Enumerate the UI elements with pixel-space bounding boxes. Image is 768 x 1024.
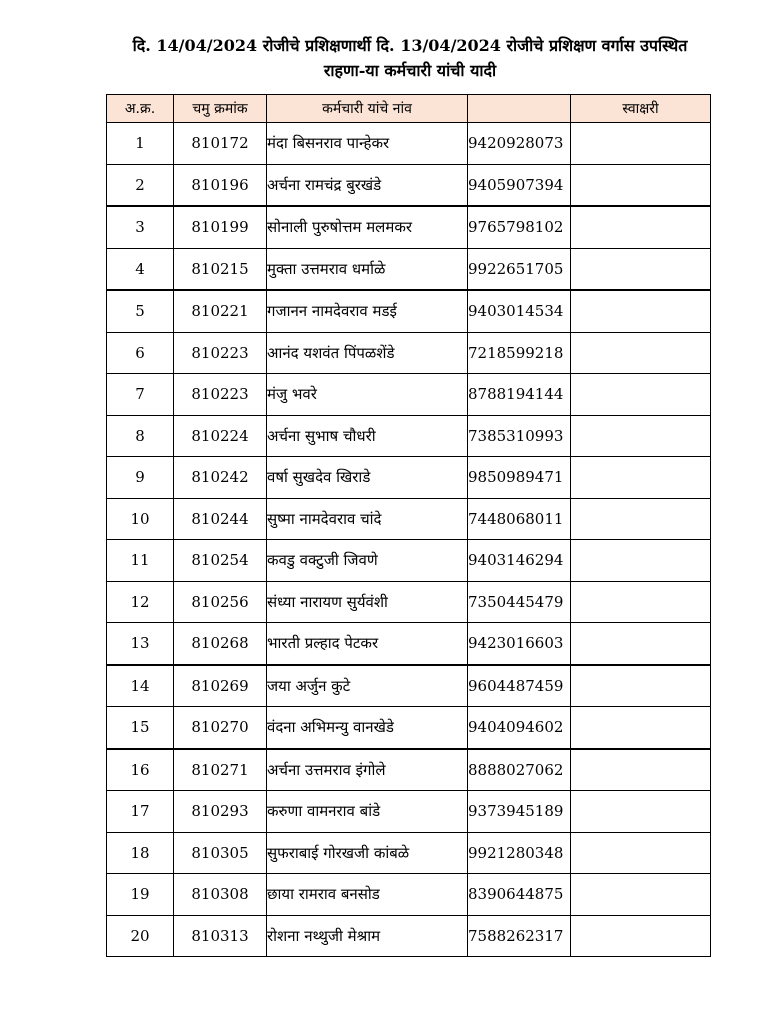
row-signature-cell (571, 457, 711, 499)
table-row (107, 332, 711, 374)
row-serial: 7 (107, 374, 174, 416)
table-row (107, 415, 711, 457)
table-row (107, 498, 711, 540)
row-employee-name: वर्षा सुखदेव खिराडे (267, 457, 468, 499)
row-serial: 19 (107, 874, 174, 916)
attendance-table (106, 94, 711, 957)
row-unit-number: 810313 (174, 915, 267, 957)
row-signature-cell (571, 623, 711, 665)
row-unit-number: 810221 (174, 290, 267, 332)
row-unit-number: 810199 (174, 206, 267, 248)
row-signature-cell (571, 832, 711, 874)
row-unit-number: 810256 (174, 581, 267, 623)
table-row (107, 248, 711, 290)
table-row (107, 290, 711, 332)
row-serial: 13 (107, 623, 174, 665)
row-unit-number: 810271 (174, 749, 267, 791)
row-employee-name: संध्या नारायण सुर्यवंशी (267, 581, 468, 623)
table-row (107, 123, 711, 165)
row-employee-name: अर्चना सुभाष चौधरी (267, 415, 468, 457)
row-phone: 7385310993 (468, 415, 571, 457)
row-serial: 18 (107, 832, 174, 874)
row-unit-number: 810269 (174, 665, 267, 707)
row-serial: 12 (107, 581, 174, 623)
row-unit-number: 810172 (174, 123, 267, 165)
row-serial: 14 (107, 665, 174, 707)
row-signature-cell (571, 415, 711, 457)
row-employee-name: छाया रामराव बनसोड (267, 874, 468, 916)
row-employee-name: मंदा बिसनराव पान्हेकर (267, 123, 468, 165)
row-serial: 15 (107, 707, 174, 749)
row-signature-cell (571, 332, 711, 374)
row-signature-cell (571, 749, 711, 791)
row-unit-number: 810270 (174, 707, 267, 749)
row-unit-number: 810223 (174, 374, 267, 416)
table-row (107, 791, 711, 833)
table-row (107, 164, 711, 206)
table-row (107, 749, 711, 791)
row-employee-name: भारती प्रल्हाद पेटकर (267, 623, 468, 665)
header-phone (468, 95, 571, 123)
row-phone: 9921280348 (468, 832, 571, 874)
row-phone: 9423016603 (468, 623, 571, 665)
row-signature-cell (571, 123, 711, 165)
row-phone: 7350445479 (468, 581, 571, 623)
table-row (107, 623, 711, 665)
row-signature-cell (571, 791, 711, 833)
row-serial: 5 (107, 290, 174, 332)
row-signature-cell (571, 374, 711, 416)
table-body (107, 123, 711, 957)
header-unit-number: चमु क्रमांक (174, 95, 267, 123)
row-signature-cell (571, 665, 711, 707)
document-title (100, 33, 720, 83)
table-row (107, 665, 711, 707)
header-signature: स्वाक्षरी (571, 95, 711, 123)
row-serial: 10 (107, 498, 174, 540)
row-unit-number: 810244 (174, 498, 267, 540)
row-employee-name: कवडु वक्टुजी जिवणे (267, 540, 468, 582)
row-unit-number: 810308 (174, 874, 267, 916)
row-signature-cell (571, 874, 711, 916)
row-phone: 9404094602 (468, 707, 571, 749)
table-row (107, 707, 711, 749)
row-employee-name: सोनाली पुरुषोत्तम मलमकर (267, 206, 468, 248)
title-line-1: दि. 14/04/2024 रोजीचे प्रशिक्षणार्थी दि. 13/04/2024 रोजीचे प्रशिक्षण वर्गास उपस्थित (132, 36, 688, 55)
row-employee-name: सुष्मा नामदेवराव चांदे (267, 498, 468, 540)
row-unit-number: 810196 (174, 164, 267, 206)
row-phone: 8788194144 (468, 374, 571, 416)
row-unit-number: 810305 (174, 832, 267, 874)
row-signature-cell (571, 290, 711, 332)
row-phone: 8888027062 (468, 749, 571, 791)
header-employee-name: कर्मचारी यांचे नांव (267, 95, 468, 123)
table-row (107, 206, 711, 248)
row-serial: 9 (107, 457, 174, 499)
row-signature-cell (571, 248, 711, 290)
row-signature-cell (571, 498, 711, 540)
row-signature-cell (571, 707, 711, 749)
row-employee-name: अर्चना उत्तमराव इंगोले (267, 749, 468, 791)
table-row (107, 832, 711, 874)
row-phone: 9403146294 (468, 540, 571, 582)
row-employee-name: मंजु भवरे (267, 374, 468, 416)
row-employee-name: सुफराबाई गोरखजी कांबळे (267, 832, 468, 874)
row-employee-name: जया अर्जुन कुटे (267, 665, 468, 707)
row-phone: 8390644875 (468, 874, 571, 916)
row-signature-cell (571, 581, 711, 623)
row-signature-cell (571, 164, 711, 206)
row-phone: 7218599218 (468, 332, 571, 374)
table-row (107, 540, 711, 582)
row-phone: 9405907394 (468, 164, 571, 206)
row-unit-number: 810215 (174, 248, 267, 290)
row-serial: 2 (107, 164, 174, 206)
row-phone: 9403014534 (468, 290, 571, 332)
row-serial: 6 (107, 332, 174, 374)
row-unit-number: 810254 (174, 540, 267, 582)
row-phone: 9420928073 (468, 123, 571, 165)
title-line-2: राहणा-या कर्मचारी यांची यादी (323, 61, 497, 80)
row-employee-name: मुक्ता उत्तमराव धर्माळे (267, 248, 468, 290)
row-employee-name: वंदना अभिमन्यु वानखेडे (267, 707, 468, 749)
row-employee-name: गजानन नामदेवराव मडई (267, 290, 468, 332)
table-header-row (107, 95, 711, 123)
row-signature-cell (571, 540, 711, 582)
row-employee-name: करुणा वामनराव बांडे (267, 791, 468, 833)
table-row (107, 374, 711, 416)
row-phone: 7588262317 (468, 915, 571, 957)
row-serial: 8 (107, 415, 174, 457)
row-unit-number: 810224 (174, 415, 267, 457)
row-employee-name: रोशना नथ्थुजी मेश्राम (267, 915, 468, 957)
row-serial: 17 (107, 791, 174, 833)
row-phone: 9922651705 (468, 248, 571, 290)
row-serial: 11 (107, 540, 174, 582)
row-phone: 9850989471 (468, 457, 571, 499)
header-serial: अ.क्र. (107, 95, 174, 123)
row-unit-number: 810223 (174, 332, 267, 374)
table-row (107, 915, 711, 957)
table-row (107, 581, 711, 623)
row-unit-number: 810242 (174, 457, 267, 499)
row-serial: 20 (107, 915, 174, 957)
row-employee-name: अर्चना रामचंद्र बुरखंडे (267, 164, 468, 206)
table-row (107, 457, 711, 499)
row-serial: 4 (107, 248, 174, 290)
row-phone: 9373945189 (468, 791, 571, 833)
row-phone: 9765798102 (468, 206, 571, 248)
row-employee-name: आनंद यशवंत पिंपळशेंडे (267, 332, 468, 374)
row-signature-cell (571, 915, 711, 957)
row-unit-number: 810293 (174, 791, 267, 833)
row-phone: 7448068011 (468, 498, 571, 540)
row-signature-cell (571, 206, 711, 248)
row-serial: 3 (107, 206, 174, 248)
row-serial: 1 (107, 123, 174, 165)
row-phone: 9604487459 (468, 665, 571, 707)
table-row (107, 874, 711, 916)
row-unit-number: 810268 (174, 623, 267, 665)
row-serial: 16 (107, 749, 174, 791)
